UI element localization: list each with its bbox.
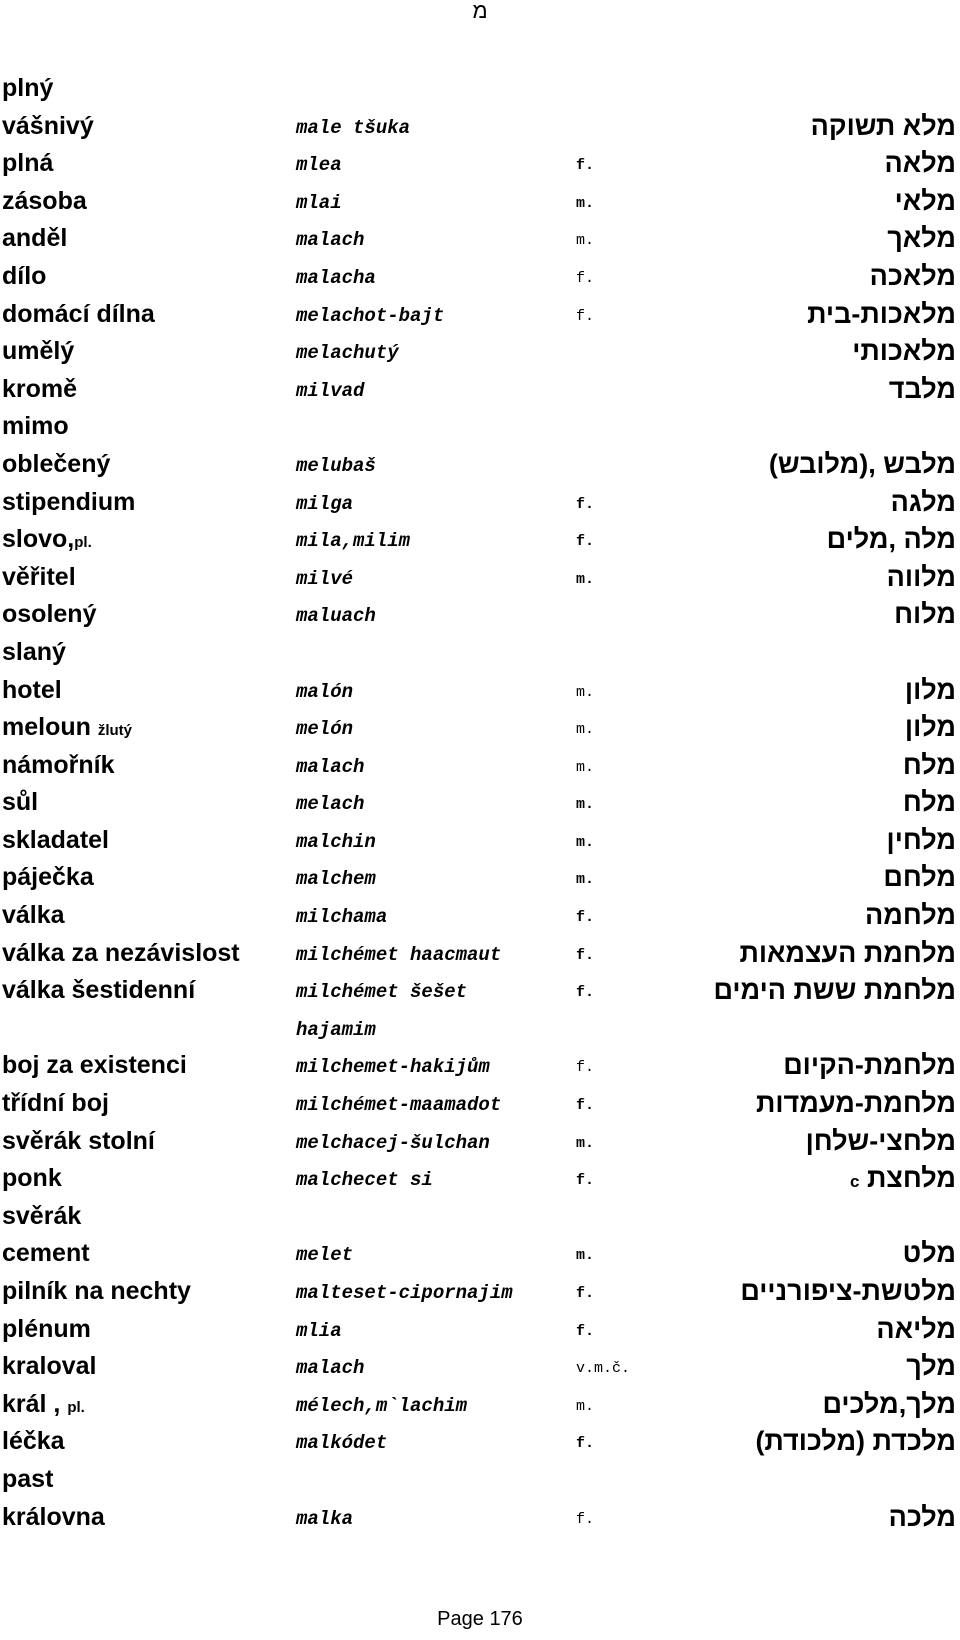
transliteration: melachot-bajt bbox=[296, 304, 445, 327]
czech-term: svěrák bbox=[2, 1201, 82, 1230]
grammatical-gender: m. bbox=[576, 1134, 595, 1152]
dictionary-row bbox=[0, 747, 960, 785]
hebrew-term: מלאי bbox=[894, 185, 956, 216]
czech-term: páječka bbox=[2, 863, 94, 892]
transliteration: malteset-cipornajim bbox=[296, 1282, 513, 1304]
czech-term-note: žlutý bbox=[97, 722, 133, 740]
grammatical-gender: f. bbox=[576, 157, 595, 175]
dictionary-row bbox=[0, 897, 960, 935]
grammatical-gender: v.m.č. bbox=[576, 1360, 631, 1378]
dictionary-row bbox=[0, 972, 960, 1010]
dictionary-row bbox=[0, 559, 960, 597]
transliteration: melachutý bbox=[296, 342, 399, 365]
dictionary-row bbox=[0, 1273, 960, 1311]
grammatical-gender: f. bbox=[576, 1097, 595, 1115]
transliteration: malach bbox=[296, 229, 365, 252]
czech-term: domácí dílna bbox=[2, 299, 155, 328]
grammatical-gender: f. bbox=[576, 269, 595, 287]
grammatical-gender: f. bbox=[576, 1322, 595, 1340]
dictionary-row bbox=[0, 1461, 960, 1499]
czech-term-note: pl. bbox=[74, 534, 92, 552]
dictionary-row bbox=[0, 1348, 960, 1386]
dictionary-row bbox=[0, 371, 960, 409]
grammatical-gender: f. bbox=[576, 1285, 595, 1302]
dictionary-row bbox=[0, 822, 960, 860]
dictionary-row bbox=[0, 784, 960, 822]
hebrew-term: מלטשת-ציפורניים bbox=[740, 1276, 956, 1306]
transliteration: melón bbox=[296, 718, 354, 741]
czech-term: kraloval bbox=[2, 1352, 97, 1381]
dictionary-row bbox=[0, 1235, 960, 1273]
hebrew-term: מלחצת c bbox=[850, 1163, 956, 1194]
grammatical-gender: m. bbox=[576, 796, 595, 814]
hebrew-term: מלבד bbox=[888, 373, 956, 404]
czech-term: třídní boj bbox=[2, 1089, 109, 1118]
czech-term: svěrák stolní bbox=[2, 1126, 155, 1155]
transliteration: milchémet-maamadot bbox=[296, 1094, 502, 1117]
dictionary-row bbox=[0, 521, 960, 559]
hebrew-term: מלאכה bbox=[869, 260, 956, 291]
transliteration: melchacej-šulchan bbox=[296, 1131, 490, 1154]
transliteration: malchecet si bbox=[296, 1169, 433, 1192]
czech-term: boj za existenci bbox=[2, 1051, 187, 1080]
czech-term: mimo bbox=[2, 412, 69, 441]
hebrew-term: מלון bbox=[904, 712, 956, 743]
transliteration: milvad bbox=[296, 379, 365, 402]
grammatical-gender: m. bbox=[576, 232, 595, 250]
grammatical-gender: m. bbox=[576, 570, 595, 588]
grammatical-gender: m. bbox=[576, 683, 595, 701]
dictionary-row bbox=[0, 1047, 960, 1085]
dictionary-row bbox=[0, 145, 960, 183]
czech-term: věřitel bbox=[2, 562, 76, 591]
czech-term: hotel bbox=[2, 675, 62, 704]
grammatical-gender: m. bbox=[576, 833, 595, 851]
transliteration: milchémet šešet bbox=[296, 981, 468, 1004]
dictionary-row bbox=[0, 1386, 960, 1424]
hebrew-term: מלחמת ששת הימים bbox=[713, 975, 956, 1006]
czech-term: válka šestidenní bbox=[2, 976, 196, 1005]
hebrew-term: מלא תשוקה bbox=[810, 110, 956, 141]
czech-term: plný bbox=[2, 74, 54, 102]
hebrew-term: מלאכות-בית bbox=[807, 298, 956, 329]
czech-term: zásoba bbox=[2, 186, 87, 215]
dictionary-row bbox=[0, 220, 960, 258]
czech-term: slovo,pl. bbox=[2, 525, 92, 554]
dictionary-row bbox=[0, 1499, 960, 1537]
transliteration: malach bbox=[296, 1357, 365, 1380]
hebrew-term: מלכדת (מלכודת) bbox=[755, 1426, 956, 1457]
transliteration: malka bbox=[296, 1507, 354, 1530]
transliteration: milchemet-hakijům bbox=[296, 1056, 490, 1079]
hebrew-term: מלחם bbox=[883, 862, 956, 893]
hebrew-term: מלך bbox=[906, 1351, 956, 1382]
czech-term: léčka bbox=[2, 1427, 65, 1456]
grammatical-gender: m. bbox=[576, 1247, 595, 1265]
czech-term: ponk bbox=[2, 1164, 62, 1193]
grammatical-gender: f. bbox=[576, 1510, 595, 1528]
dictionary-row bbox=[0, 446, 960, 484]
czech-term: cement bbox=[2, 1239, 90, 1268]
dictionary-row bbox=[0, 70, 960, 108]
hebrew-term: מלגה bbox=[890, 486, 956, 517]
dictionary-row bbox=[0, 183, 960, 221]
transliteration: malach bbox=[296, 755, 365, 778]
hebrew-term-latin-note: c bbox=[850, 1172, 860, 1192]
czech-term: vášnivý bbox=[2, 111, 94, 140]
hebrew-term: מלחין bbox=[886, 824, 956, 855]
grammatical-gender: f. bbox=[576, 1172, 595, 1190]
grammatical-gender: m. bbox=[576, 871, 595, 889]
hebrew-term: מלח bbox=[902, 787, 956, 818]
czech-term: plná bbox=[2, 149, 54, 178]
page-number: Page 176 bbox=[437, 1608, 523, 1630]
dictionary-row bbox=[0, 333, 960, 371]
dictionary-row bbox=[0, 935, 960, 973]
transliteration: mlia bbox=[296, 1319, 342, 1342]
hebrew-term: מלאכותי bbox=[852, 336, 956, 367]
hebrew-term: מלך,מלכים bbox=[822, 1388, 956, 1419]
dictionary-row bbox=[0, 108, 960, 146]
hebrew-term: מלחמת-הקיום bbox=[783, 1050, 956, 1081]
hebrew-term: מלחמת העצמאות bbox=[739, 937, 956, 968]
hebrew-term: מלווה bbox=[886, 561, 956, 592]
hebrew-term: מלאך bbox=[887, 223, 956, 254]
transliteration: malkódet bbox=[296, 1432, 388, 1455]
hebrew-term: מלחמה bbox=[865, 900, 956, 931]
hebrew-term: מליאה bbox=[876, 1313, 956, 1344]
grammatical-gender: f. bbox=[576, 495, 595, 513]
dictionary-row bbox=[0, 859, 960, 897]
transliteration: malón bbox=[296, 680, 354, 703]
transliteration: milvé bbox=[296, 567, 354, 590]
czech-term: dílo bbox=[2, 261, 47, 290]
czech-term: sůl bbox=[2, 788, 39, 817]
hebrew-term: מלבש ,(מלובש) bbox=[768, 448, 956, 479]
grammatical-gender: f. bbox=[576, 1059, 595, 1077]
transliteration: malchem bbox=[296, 868, 376, 891]
transliteration: melach bbox=[296, 793, 365, 816]
grammatical-gender: f. bbox=[576, 946, 595, 964]
dictionary-row bbox=[0, 1010, 960, 1048]
transliteration: hajamim bbox=[296, 1018, 376, 1041]
transliteration: malacha bbox=[296, 266, 376, 289]
dictionary-row bbox=[0, 258, 960, 296]
grammatical-gender: m. bbox=[576, 758, 595, 776]
transliteration: milchama bbox=[296, 906, 388, 929]
dictionary-row bbox=[0, 634, 960, 672]
dictionary-row bbox=[0, 1085, 960, 1123]
hebrew-term: מלה ,מלים bbox=[826, 524, 956, 555]
dictionary-row bbox=[0, 1198, 960, 1236]
czech-term: past bbox=[2, 1464, 54, 1493]
hebrew-term: מלכה bbox=[888, 1501, 956, 1532]
grammatical-gender: m. bbox=[576, 1397, 595, 1415]
czech-term: námořník bbox=[2, 750, 115, 779]
czech-term: kromě bbox=[2, 374, 78, 403]
czech-term: válka bbox=[2, 901, 65, 930]
czech-term: válka za nezávislost bbox=[2, 938, 240, 967]
dictionary-row bbox=[0, 709, 960, 747]
czech-term: královna bbox=[2, 1502, 105, 1531]
hebrew-term: מלט bbox=[902, 1238, 956, 1269]
transliteration: mlai bbox=[296, 191, 342, 214]
czech-term-note: pl. bbox=[67, 1398, 85, 1416]
grammatical-gender: m. bbox=[576, 721, 595, 739]
grammatical-gender: m. bbox=[576, 194, 595, 212]
transliteration: male tšuka bbox=[296, 116, 411, 139]
hebrew-term: מלון bbox=[904, 674, 956, 705]
grammatical-gender: f. bbox=[576, 533, 595, 551]
czech-term: anděl bbox=[2, 224, 68, 253]
dictionary-row bbox=[0, 1160, 960, 1198]
czech-term: stipendium bbox=[2, 487, 136, 516]
transliteration: mlea bbox=[296, 154, 342, 177]
czech-term: skladatel bbox=[2, 825, 110, 854]
dictionary-row bbox=[0, 596, 960, 634]
hebrew-term: מלחצי-שלחן bbox=[805, 1125, 956, 1156]
transliteration: mélech,m`lachim bbox=[296, 1394, 468, 1417]
dictionary-row bbox=[0, 484, 960, 522]
czech-term: slaný bbox=[2, 637, 66, 666]
transliteration: melubaš bbox=[296, 454, 376, 477]
dictionary-row bbox=[0, 408, 960, 446]
dictionary-row bbox=[0, 672, 960, 710]
grammatical-gender: f. bbox=[576, 909, 595, 927]
hebrew-term: מלאה bbox=[884, 148, 956, 179]
transliteration: melet bbox=[296, 1244, 354, 1267]
transliteration: milchémet haacmaut bbox=[296, 943, 502, 966]
grammatical-gender: f. bbox=[576, 1435, 595, 1453]
dictionary-row bbox=[0, 1311, 960, 1349]
czech-term: plénum bbox=[2, 1314, 91, 1343]
grammatical-gender: f. bbox=[576, 307, 595, 325]
czech-term: pilník na nechty bbox=[2, 1277, 191, 1305]
grammatical-gender: f. bbox=[576, 984, 595, 1002]
page-header-letter: מ bbox=[472, 0, 488, 23]
transliteration: milga bbox=[296, 492, 354, 515]
dictionary-row bbox=[0, 296, 960, 334]
czech-term: král , pl. bbox=[2, 1389, 85, 1418]
hebrew-term: מלחמת-מעמדות bbox=[756, 1088, 956, 1119]
czech-term: oblečený bbox=[2, 449, 111, 478]
transliteration: maluach bbox=[296, 605, 376, 628]
hebrew-term: מלוח bbox=[894, 599, 956, 630]
transliteration: mila,milim bbox=[296, 530, 411, 553]
czech-term: umělý bbox=[2, 337, 75, 366]
hebrew-term: מלח bbox=[902, 749, 956, 780]
dictionary-row bbox=[0, 1123, 960, 1161]
transliteration: malchin bbox=[296, 830, 376, 853]
czech-term: meloun žlutý bbox=[2, 713, 133, 742]
czech-term: osolený bbox=[2, 600, 97, 629]
dictionary-row bbox=[0, 1423, 960, 1461]
dictionary-entries bbox=[0, 70, 960, 1536]
